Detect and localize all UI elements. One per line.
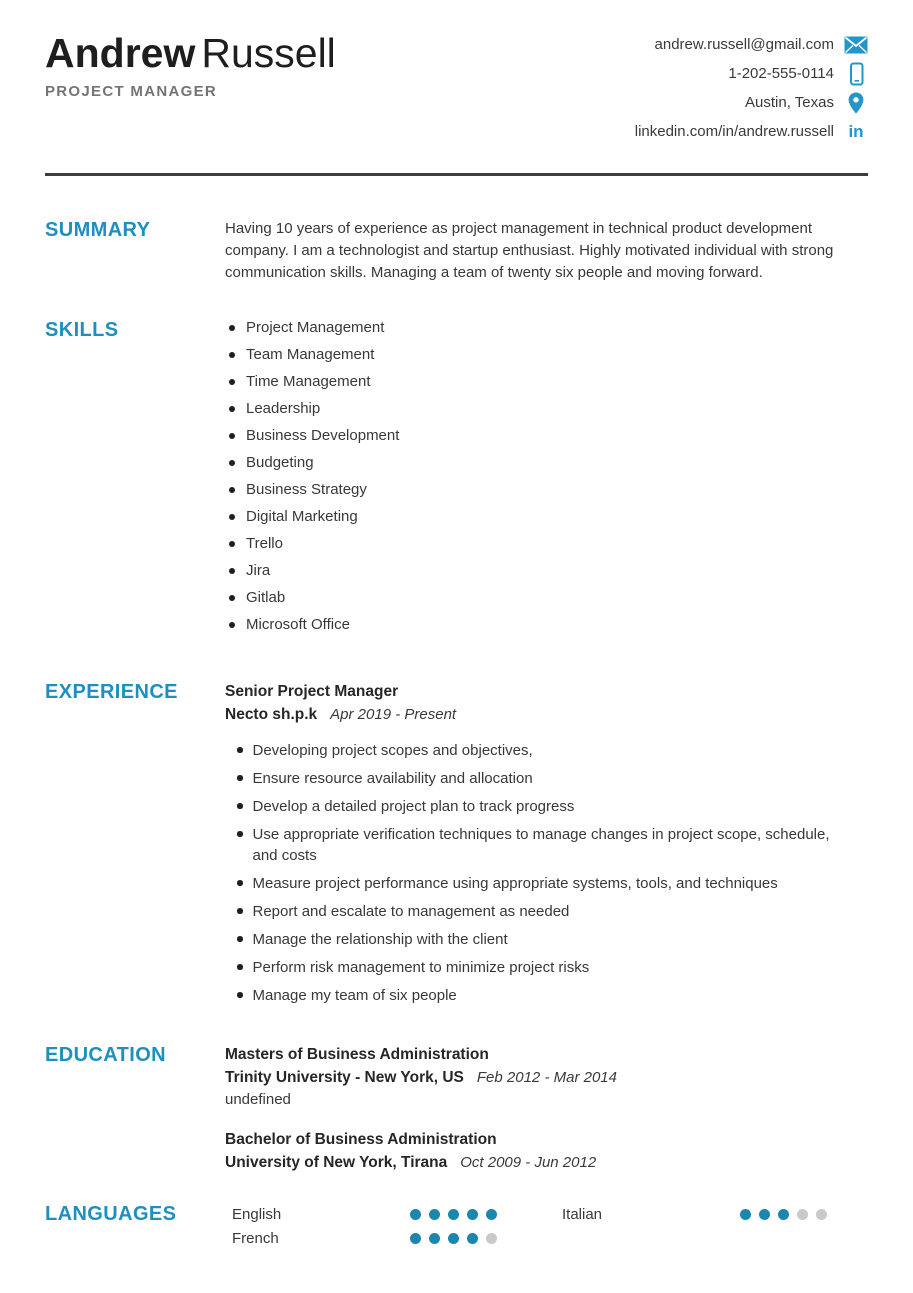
skill-item	[229, 426, 868, 446]
header-divider	[45, 173, 868, 176]
bullet-icon	[229, 622, 235, 628]
education-entries	[225, 1043, 868, 1174]
skills-heading: SKILLS	[45, 319, 119, 341]
language-level-dots	[410, 1233, 497, 1244]
linkedin-icon: in	[848, 121, 864, 141]
degree-name: Masters of Business Administration	[225, 1046, 489, 1063]
bullet-icon	[229, 433, 235, 439]
education-note: undefined	[225, 1091, 291, 1108]
email-text: andrew.russell@gmail.com	[654, 36, 834, 53]
phone-icon	[844, 62, 868, 86]
skill-item	[229, 453, 868, 473]
contact-phone	[635, 62, 868, 85]
skill-label: Digital Marketing	[246, 508, 358, 525]
languages-heading: LANGUAGES	[45, 1203, 177, 1225]
skill-item	[229, 534, 868, 554]
page-title	[45, 30, 336, 76]
bullet-icon	[229, 352, 235, 358]
skill-item	[229, 588, 868, 608]
skill-item	[229, 399, 868, 419]
skill-label: Business Strategy	[246, 481, 367, 498]
experience-bullet-text: Perform risk management to minimize project risks	[252, 959, 590, 976]
level-dot-filled	[429, 1233, 440, 1244]
bullet-icon	[237, 908, 243, 914]
level-dot-filled	[467, 1233, 478, 1244]
school-line	[225, 1151, 868, 1174]
bullet-icon	[229, 487, 235, 493]
company-line	[225, 703, 868, 726]
bullet-icon	[229, 379, 235, 385]
phone-text: 1-202-555-0114	[728, 65, 834, 82]
experience-bullet-list	[225, 740, 840, 1006]
bullet-icon	[237, 775, 243, 781]
school-line	[225, 1066, 868, 1089]
level-dot-filled	[448, 1209, 459, 1220]
experience-heading: EXPERIENCE	[45, 681, 178, 703]
degree-name: Bachelor of Business Administration	[225, 1131, 497, 1148]
experience-bullet	[237, 873, 840, 894]
skill-label: Gitlab	[246, 589, 286, 606]
skill-label: Jira	[246, 562, 271, 579]
level-dot-filled	[448, 1233, 459, 1244]
language-level-dots	[740, 1209, 827, 1220]
experience-bullet-text: Developing project scopes and objectives,	[252, 742, 533, 759]
contact-linkedin	[635, 120, 868, 143]
skill-label: Project Management	[246, 319, 385, 336]
skill-label: Trello	[246, 535, 283, 552]
experience-bullet-text: Report and escalate to management as needed	[252, 903, 570, 920]
level-dot-filled	[486, 1209, 497, 1220]
skill-item	[229, 507, 868, 527]
summary-text: Having 10 years of experience as project management in technical product development company. I am a technologist and startup enthusiast. Highly motivated individual with strong communication skills. Managing a team of twenty six people and moving forward.	[225, 220, 834, 281]
skill-label: Time Management	[246, 373, 371, 390]
experience-bullet-text: Manage the relationship with the client	[252, 931, 508, 948]
experience-bullet	[237, 929, 840, 950]
resume-body	[0, 218, 913, 1250]
location-icon	[844, 91, 868, 115]
level-dot-filled	[740, 1209, 751, 1220]
skill-label: Microsoft Office	[246, 616, 350, 633]
experience-bullet	[237, 796, 840, 817]
skill-item	[229, 615, 868, 635]
header	[0, 0, 913, 149]
company-name: Necto sh.p.k	[225, 706, 318, 723]
experience-bullet	[237, 824, 840, 866]
language-level-dots	[410, 1209, 497, 1220]
contact-email	[635, 33, 868, 56]
experience-bullet	[237, 985, 840, 1006]
experience-bullet-text: Measure project performance using appropriate systems, tools, and techniques	[252, 875, 778, 892]
bullet-icon	[237, 803, 243, 809]
bullet-icon	[237, 747, 243, 753]
experience-bullet-text: Use appropriate verification techniques to manage changes in project scope, schedule, and costs	[252, 826, 830, 864]
level-dot-filled	[429, 1209, 440, 1220]
contact-list	[635, 33, 868, 149]
experience-bullet-text: Manage my team of six people	[252, 987, 457, 1004]
summary-heading: SUMMARY	[45, 219, 151, 241]
language-item-english	[232, 1202, 562, 1226]
education-entry	[225, 1043, 868, 1111]
level-dot-filled	[410, 1233, 421, 1244]
skill-label: Business Development	[246, 427, 400, 444]
bullet-icon	[237, 936, 243, 942]
skill-item	[229, 372, 868, 392]
language-name: French	[232, 1229, 279, 1247]
bullet-icon	[237, 880, 243, 886]
skill-label: Leadership	[246, 400, 321, 417]
contact-location	[635, 91, 868, 114]
bullet-icon	[237, 831, 243, 837]
skill-label: Budgeting	[246, 454, 314, 471]
bullet-icon	[229, 595, 235, 601]
experience-entry	[225, 680, 868, 1013]
bullet-icon	[229, 406, 235, 412]
bullet-icon	[229, 325, 235, 331]
experience-bullet	[237, 740, 840, 761]
level-dot-filled	[759, 1209, 770, 1220]
level-dot-empty	[816, 1209, 827, 1220]
skill-item	[229, 318, 868, 338]
section-skills	[45, 318, 868, 642]
bullet-icon	[237, 992, 243, 998]
bullet-icon	[237, 964, 243, 970]
experience-bullet	[237, 901, 840, 922]
level-dot-filled	[467, 1209, 478, 1220]
job-dates: Apr 2019 - Present	[330, 706, 457, 723]
experience-bullet	[237, 957, 840, 978]
skill-label: Team Management	[246, 346, 375, 363]
last-name: Russell	[201, 30, 336, 76]
job-title: PROJECT MANAGER	[45, 83, 218, 100]
location-text: Austin, Texas	[745, 94, 834, 111]
bullet-icon	[229, 460, 235, 466]
section-education	[45, 1043, 868, 1174]
skill-item	[229, 561, 868, 581]
experience-bullet-text: Develop a detailed project plan to track progress	[252, 798, 575, 815]
school-name: Trinity University - New York, US	[225, 1069, 464, 1086]
first-name: Andrew	[45, 30, 196, 76]
experience-bullet	[237, 768, 840, 789]
language-name: English	[232, 1205, 282, 1223]
email-icon	[844, 33, 868, 57]
bullet-icon	[229, 541, 235, 547]
education-entry	[225, 1128, 868, 1174]
education-heading: EDUCATION	[45, 1044, 167, 1066]
skill-item	[229, 345, 868, 365]
linkedin-text: linkedin.com/in/andrew.russell	[634, 123, 834, 140]
school-name: University of New York, Tirana	[225, 1154, 448, 1171]
experience-bullet-text: Ensure resource availability and allocation	[252, 770, 533, 787]
skills-list	[225, 318, 868, 642]
level-dot-empty	[486, 1233, 497, 1244]
bullet-icon	[229, 568, 235, 574]
section-experience	[45, 680, 868, 1013]
level-dot-filled	[778, 1209, 789, 1220]
skill-item	[229, 480, 868, 500]
languages-grid	[225, 1202, 868, 1250]
education-dates: Feb 2012 - Mar 2014	[476, 1069, 617, 1086]
language-item-french	[232, 1226, 562, 1250]
section-languages	[45, 1202, 868, 1250]
bullet-icon	[229, 514, 235, 520]
job-position: Senior Project Manager	[225, 683, 399, 700]
level-dot-filled	[410, 1209, 421, 1220]
language-item-italian	[562, 1202, 868, 1226]
level-dot-empty	[797, 1209, 808, 1220]
education-dates: Oct 2009 - Jun 2012	[460, 1154, 597, 1171]
language-name: Italian	[562, 1205, 603, 1223]
identity-block	[45, 30, 336, 100]
section-summary	[45, 218, 868, 284]
